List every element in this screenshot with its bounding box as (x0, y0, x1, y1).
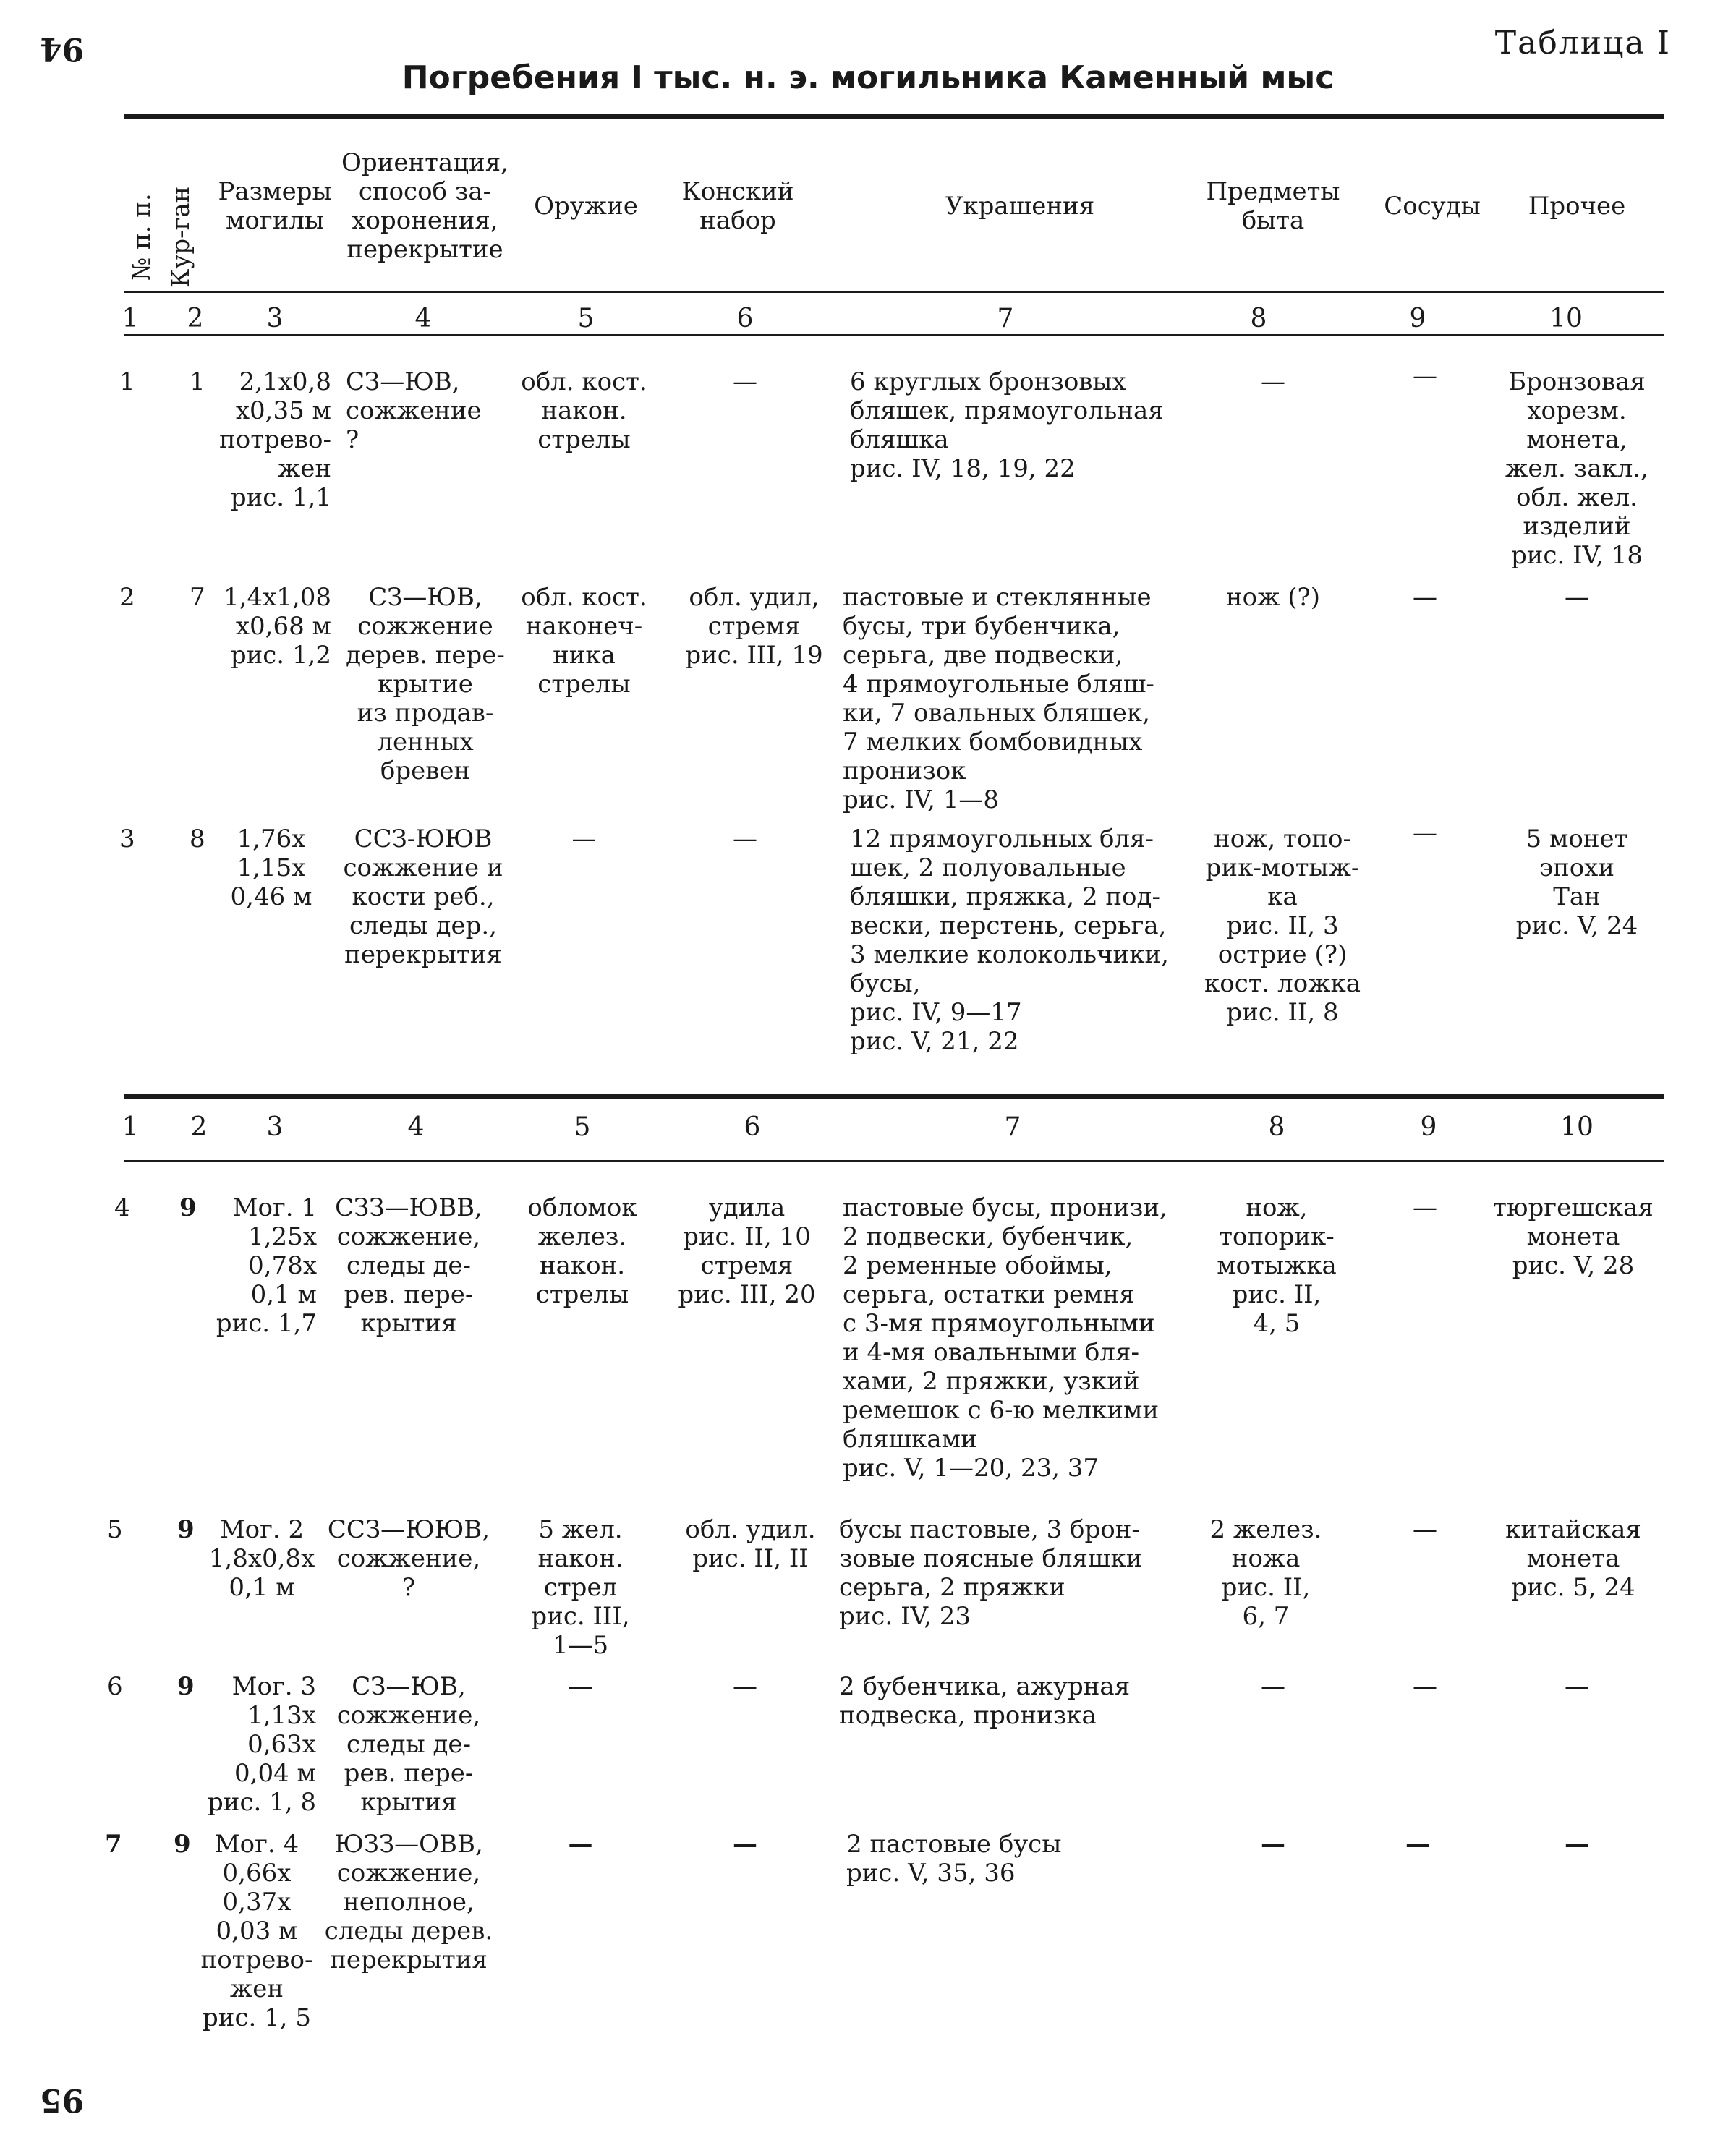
header-col-household-items: Предметы быта (1206, 177, 1340, 235)
col-number-repeat-2: 2 (190, 1112, 208, 1142)
column-number-rule (124, 334, 1664, 336)
row-4-kurgan: 9 (179, 1193, 197, 1222)
row-2-decorations: пастовые и стеклянные бусы, три бубенчика, серьга, две подвески, 4 прямоугольные бляш- ки, 7 овальных бляшек, 7 мелких бомбовидных пронизок рис. IV, 1—8 (843, 583, 1154, 814)
header-col-other: Прочее (1528, 192, 1626, 221)
row-1-orientation: СЗ—ЮВ, сожжение ? (346, 367, 482, 454)
row-2-vessels: — (1413, 583, 1437, 612)
row-7-weapons: — (568, 1830, 593, 1859)
row-3-decorations: 12 прямоугольных бля- шек, 2 полуовальные бляшки, пряжка, 2 под- вески, перстень, серьга, 3 мелкие колокольчики, бусы, рис. IV, 9—17 рис. V, 21, 22 (850, 824, 1169, 1056)
row-6-other: — (1565, 1672, 1589, 1701)
row-1-other: Бронзовая хорезм. монета, жел. закл., обл. жел. изделий рис. IV, 18 (1505, 367, 1648, 570)
row-3-kurgan: 8 (190, 824, 205, 853)
header-col-size: Размеры могилы (218, 177, 332, 235)
row-1-household-items: — (1261, 367, 1285, 396)
row-2-other: — (1565, 583, 1589, 612)
header-col-number: № п. п. (127, 193, 156, 281)
row-4-other: тюргешская монета рис. V, 28 (1493, 1193, 1654, 1280)
header-col-decorations: Украшения (945, 192, 1095, 221)
row-4-vessels: — (1413, 1193, 1437, 1222)
row-7-vessels: — (1405, 1830, 1430, 1859)
row-3-number: 3 (119, 824, 135, 853)
document-title: Погребения I тыс. н. э. могильника Каменный мыс (401, 59, 1335, 96)
row-1-number: 1 (119, 367, 135, 396)
row-7-kurgan: 9 (174, 1830, 191, 1859)
row-2-orientation: СЗ—ЮВ, сожжение дерев. пере- крытие из продав- ленных бревен (346, 583, 505, 785)
col-number-2: 2 (187, 304, 204, 333)
row-5-orientation: ССЗ—ЮЮВ, сожжение, ? (327, 1515, 490, 1602)
row-6-orientation: СЗ—ЮВ, сожжение, следы де- рев. пере- крытия (336, 1672, 481, 1817)
header-rule (124, 291, 1664, 293)
row-5-size: Мог. 2 1,8х0,8х 0,1 м (208, 1515, 315, 1602)
col-number-4: 4 (414, 304, 432, 333)
row-7-other: — (1565, 1830, 1589, 1859)
top-rule (124, 114, 1664, 119)
col-number-repeat-3: 3 (266, 1112, 284, 1142)
header-col-weapons: Оружие (534, 192, 638, 221)
row-6-kurgan: 9 (177, 1672, 195, 1701)
row-7-household-items: — (1261, 1830, 1285, 1859)
row-5-weapons: 5 жел. након. стрел рис. III, 1—5 (531, 1515, 630, 1660)
row-6-decorations: 2 бубенчика, ажурная подвеска, пронизка (839, 1672, 1131, 1730)
row-2-number: 2 (119, 583, 135, 612)
col-number-repeat-7: 7 (1004, 1112, 1021, 1142)
middle-rule (124, 1094, 1664, 1099)
row-7-orientation: ЮЗЗ—ОВВ, сожжение, неполное, следы дерев. перекрытия (324, 1830, 493, 1974)
row-2-horse-gear: обл. удил, стремя рис. III, 19 (685, 583, 823, 670)
row-4-decorations: пастовые бусы, пронизи, 2 подвески, бубенчик, 2 ременные обоймы, серьга, остатки ремня с 3-мя прямоугольными и 4-мя овальными бля- хами, 2 пряжки, узкий ремешок с 6-ю мелкими бляшками рис. V, 1—20, 23, 37 (843, 1193, 1167, 1483)
col-number-repeat-10: 10 (1560, 1112, 1594, 1142)
header-col-vessels: Сосуды (1384, 192, 1481, 221)
row-6-horse-gear: — (733, 1672, 757, 1701)
col-number-repeat-4: 4 (407, 1112, 425, 1142)
row-4-size: Мог. 1 1,25х 0,78х 0,1 м рис. 1,7 (216, 1193, 317, 1338)
col-number-repeat-9: 9 (1420, 1112, 1437, 1142)
row-4-weapons: обломок желез. након. стрелы (527, 1193, 637, 1309)
col-number-10: 10 (1549, 304, 1583, 333)
page-number-bottom: 95 (40, 2081, 85, 2118)
col-number-7: 7 (997, 304, 1014, 333)
row-3-other: 5 монет эпохи Тан рис. V, 24 (1515, 824, 1638, 940)
row-4-horse-gear: удила рис. II, 10 стремя рис. III, 20 (678, 1193, 816, 1309)
row-3-size: 1,76х 1,15х 0,46 м (230, 824, 312, 911)
row-6-household-items: — (1261, 1672, 1285, 1701)
row-2-household-items: нож (?) (1226, 583, 1320, 612)
row-7-number: 7 (105, 1830, 122, 1859)
col-number-5: 5 (577, 304, 595, 333)
col-number-repeat-8: 8 (1268, 1112, 1285, 1142)
row-5-decorations: бусы пастовые, 3 брон- зовые поясные бляшки серьга, 2 пряжки рис. IV, 23 (839, 1515, 1143, 1631)
header-col-orientation: Ориентация, способ за- хоронения, перекрытие (341, 148, 509, 264)
row-1-decorations: 6 круглых бронзовых бляшек, прямоугольная бляшка рис. IV, 18, 19, 22 (850, 367, 1164, 483)
header-col-kurgan: Кур-ган (166, 186, 195, 288)
row-5-household-items: 2 желез. ножа рис. II, 6, 7 (1209, 1515, 1322, 1631)
row-6-vessels: — (1413, 1672, 1437, 1701)
row-1-weapons: обл. кост. након. стрелы (521, 367, 647, 454)
row-3-household-items: нож, топо- рик-мотыж- ка рис. II, 3 острие (?) кост. ложка рис. II, 8 (1204, 824, 1361, 1027)
col-number-3: 3 (266, 304, 284, 333)
table-label: Таблица I (1494, 25, 1671, 61)
col-number-8: 8 (1250, 304, 1267, 333)
row-7-horse-gear: — (733, 1830, 757, 1859)
row-2-kurgan: 7 (190, 583, 205, 612)
row-4-number: 4 (114, 1193, 130, 1222)
col-number-9: 9 (1409, 304, 1426, 333)
row-4-orientation: СЗЗ—ЮВВ, сожжение, следы де- рев. пере- крытия (335, 1193, 482, 1338)
page-number-top: 94 (40, 30, 85, 67)
col-number-repeat-1: 1 (122, 1112, 139, 1142)
row-5-vessels: — (1413, 1515, 1437, 1544)
row-5-number: 5 (107, 1515, 123, 1544)
row-6-weapons: — (568, 1672, 593, 1701)
row-6-number: 6 (107, 1672, 123, 1701)
col-number-6: 6 (736, 304, 754, 333)
row-6-size: Мог. 3 1,13х 0,63х 0,04 м рис. 1, 8 (208, 1672, 316, 1817)
row-1-size: 2,1х0,8 х0,35 м потрево- жен рис. 1,1 (219, 367, 331, 512)
row-3-vessels: — (1413, 819, 1437, 848)
row-1-vessels: — (1413, 362, 1437, 391)
row-7-decorations: 2 пастовые бусы рис. V, 35, 36 (846, 1830, 1062, 1888)
row-5-other: китайская монета рис. 5, 24 (1505, 1515, 1641, 1602)
row-4-household-items: нож, топорик- мотыжка рис. II, 4, 5 (1217, 1193, 1337, 1338)
header-col-horse-gear: Конский набор (681, 177, 794, 235)
row-5-kurgan: 9 (177, 1515, 195, 1544)
row-2-size: 1,4х1,08 х0,68 м рис. 1,2 (224, 583, 331, 670)
row-1-kurgan: 1 (190, 367, 205, 396)
row-2-weapons: обл. кост. наконеч- ника стрелы (521, 583, 647, 699)
row-7-size: Мог. 4 0,66х 0,37х 0,03 м потрево- жен рис. 1, 5 (200, 1830, 313, 2032)
row-5-horse-gear: обл. удил. рис. II, II (685, 1515, 816, 1573)
row-3-horse-gear: — (733, 824, 757, 853)
col-number-repeat-5: 5 (574, 1112, 591, 1142)
row-3-orientation: ССЗ-ЮЮВ сожжение и кости реб., следы дер., перекрытия (343, 824, 503, 969)
col-number-repeat-6: 6 (744, 1112, 761, 1142)
row-1-horse-gear: — (733, 367, 757, 396)
col-number-1: 1 (122, 304, 139, 333)
column-number-rule-2 (124, 1160, 1664, 1162)
row-3-weapons: — (571, 824, 597, 853)
